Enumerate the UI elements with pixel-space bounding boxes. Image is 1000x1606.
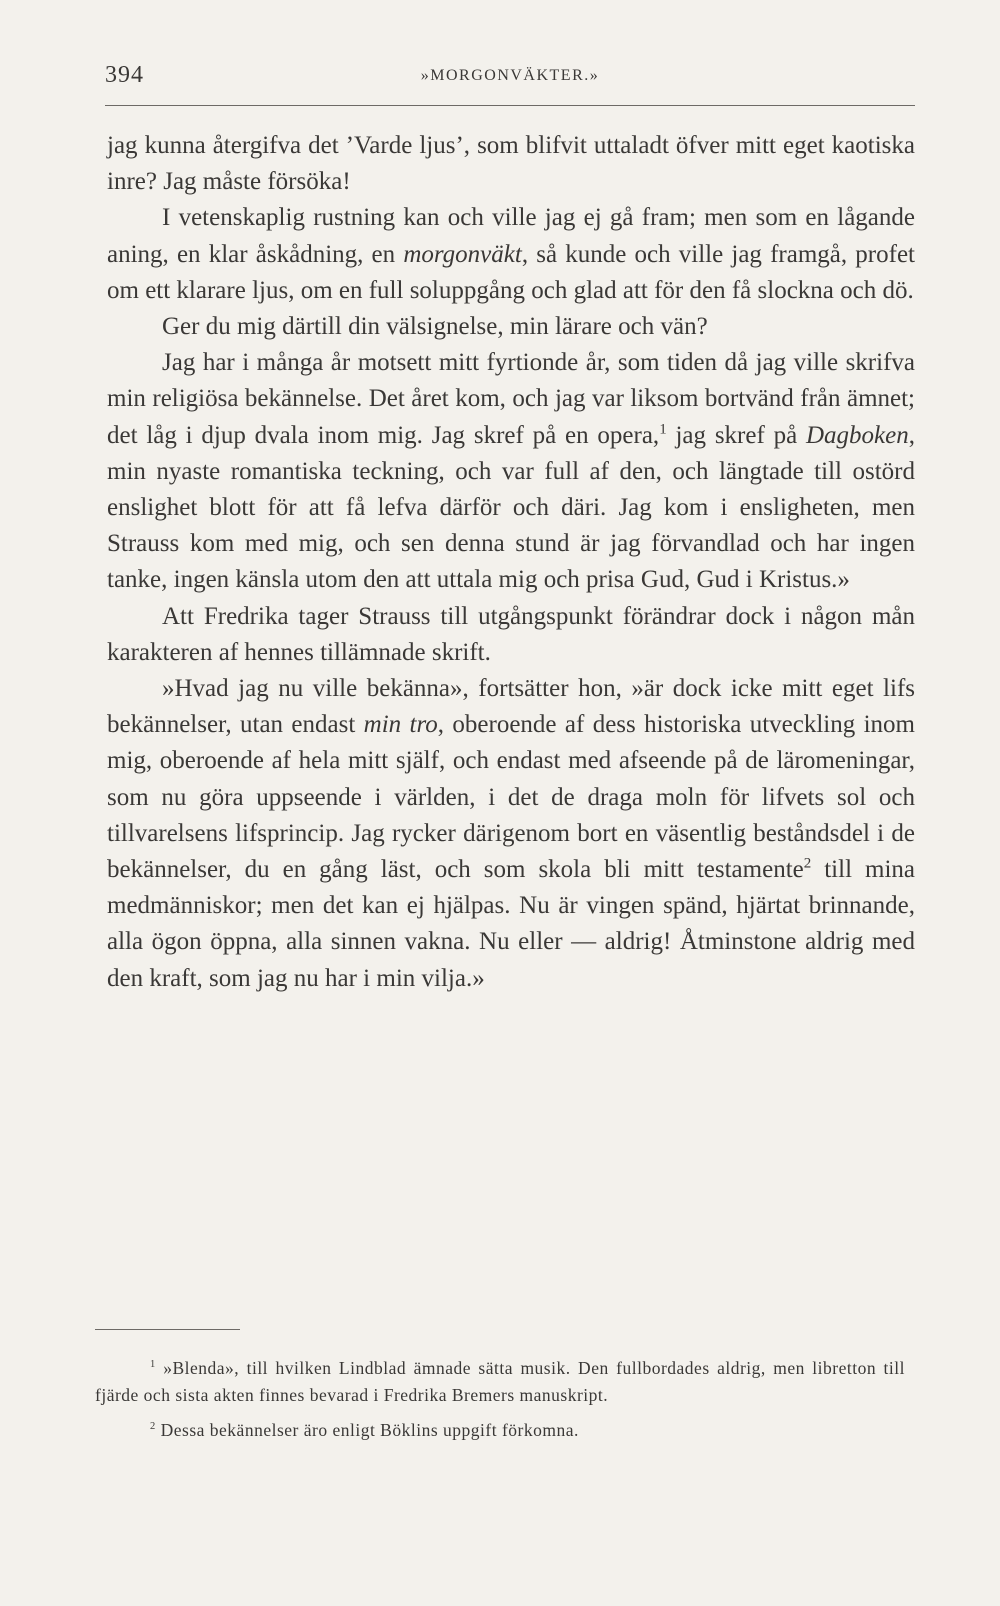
footnote-marker: 2 xyxy=(803,855,812,872)
running-head: »MORGONVÄKTER.» xyxy=(420,67,600,84)
text-run: till mina medmänniskor; men det kan ej hjälpas. Nu är vingen spänd, hjärtat brinnande, alla ögon öppna, alla sinnen vakna. Nu eller — aldrig! Åtminstone aldrig med den kraft, som jag nu har i min vilja.» xyxy=(107,856,915,992)
text-run: Dessa bekännelser äro enligt Böklins uppgift förkomna. xyxy=(155,1420,579,1440)
text-run: , oberoende af dess historiska utveckling inom mig, oberoende af hela mitt själf, och endast med afseende på de läromeningar, som nu göra uppseende i världen, i det de draga moln för lifvets sol och tillvarelsens lifsprincip. Jag rycker därigenom bort en väsentlig beståndsdel i de bekännelser, du en gång läst, och som skola bli mitt testamente xyxy=(107,711,916,884)
text-run: Ger du mig därtill din välsignelse, min lärare och vän? xyxy=(162,313,708,341)
paragraph xyxy=(107,599,915,671)
header-rule xyxy=(105,105,915,106)
paragraph xyxy=(107,671,915,997)
body-text xyxy=(107,128,915,997)
text-run: Jag har i många år motsett mitt fyrtionde år, som tiden då jag ville skrifva min religiösa bekännelse. Det året kom, och jag var liksom bortvänd från ämnet; det låg i djup dvala inom mig. Jag skref på en opera, xyxy=(107,349,915,449)
text-run: I vetenskaplig rustning kan och ville jag ej gå fram; men som en lågande aning, en klar åskådning, en xyxy=(107,204,915,268)
text-run: , så kunde och ville jag framgå, profet om ett klarare ljus, om en full soluppgång och glad att för den få slockna och dö. xyxy=(107,240,915,304)
italic-text: min tro xyxy=(363,711,438,739)
text-run: jag skref på xyxy=(666,421,806,449)
text-run: »Blenda», till hvilken Lindblad ämnade sätta musik. Den fullbordades aldrig, men libretton till fjärde och sista akten finnes bevarad i Fredrika Bremers manuskript. xyxy=(95,1358,905,1405)
italic-text: morgonväkt xyxy=(403,240,522,268)
paragraph xyxy=(107,128,915,200)
italic-text: Dagboken xyxy=(806,421,909,449)
footnote-rule xyxy=(95,1329,240,1330)
text-run: jag kunna återgifva det ’Varde ljus’, som blifvit uttaladt öfver mitt eget kaotiska inre? Jag måste försöka! xyxy=(107,132,915,196)
page-header xyxy=(105,62,915,92)
footnote-marker: 2 xyxy=(150,1421,156,1433)
footnote-marker: 1 xyxy=(150,1359,156,1371)
footnote xyxy=(95,1417,905,1444)
text-run: , min nyaste romantiska teckning, och var full af den, och längtade till ostörd enslighet blott för att få lefva därför och däri. Jag kom i ensligheten, men Strauss kom med mig, och sen denna stund är jag förvandlad och har ingen tanke, ingen känsla utom den att uttala mig och prisa Gud, Gud i Kristus.» xyxy=(107,421,915,594)
footnote xyxy=(95,1355,905,1409)
text-run: »Hvad jag nu ville bekänna», fortsätter hon, »är dock icke mitt eget lifs bekännelser, utan endast xyxy=(107,675,915,739)
text-run: Att Fredrika tager Strauss till utgångspunkt förändrar dock i någon mån karakteren af hennes tillämnade skrift. xyxy=(107,602,915,666)
paragraph xyxy=(107,200,915,309)
footnote-marker: 1 xyxy=(659,421,667,438)
paragraph xyxy=(107,345,915,598)
page-number: 394 xyxy=(105,62,144,88)
paragraph xyxy=(107,309,915,345)
footnotes xyxy=(95,1355,905,1444)
